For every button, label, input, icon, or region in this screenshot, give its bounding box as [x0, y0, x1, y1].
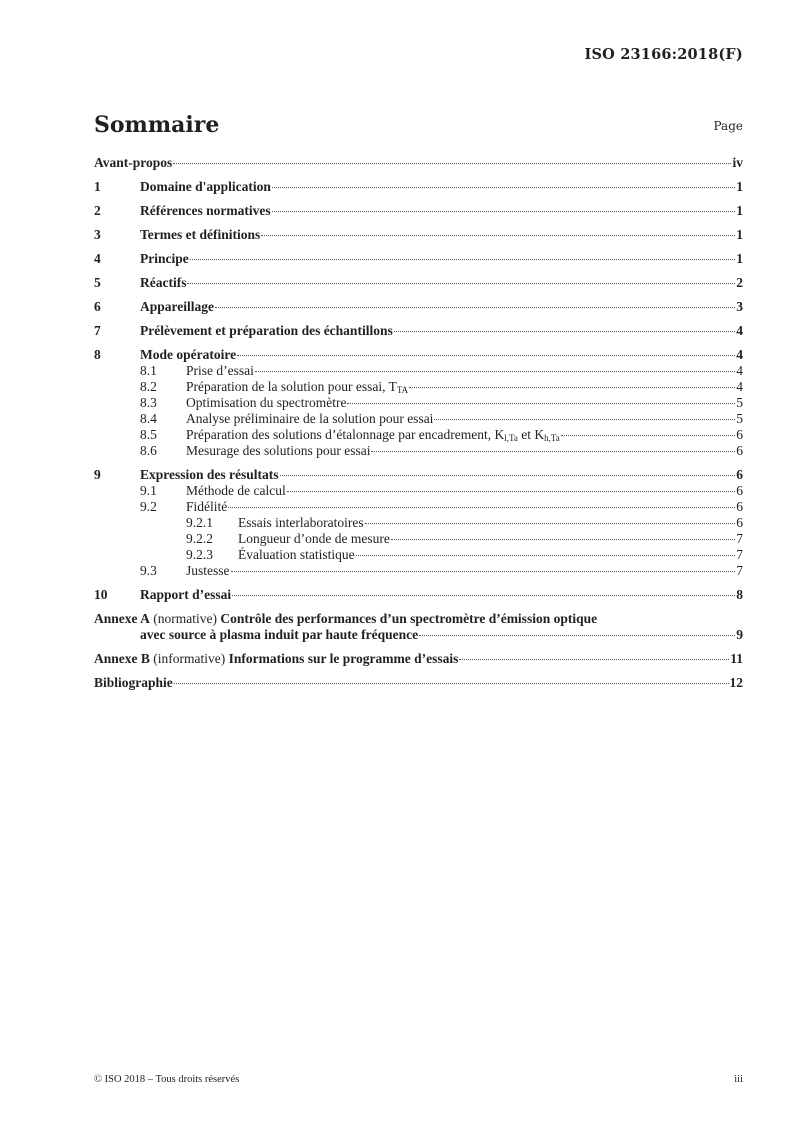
toc-entry-10[interactable]: 10 Rapport d’essai 8	[94, 587, 743, 602]
dot-leader	[272, 211, 736, 212]
dot-leader	[459, 659, 729, 660]
toc-entry-9-3[interactable]: 9.3 Justesse 7	[140, 563, 743, 578]
toc-entry-8-5[interactable]: 8.5 Préparation des solutions d’étalonnage par encadrement, $K_{l,Ta}$ et $K_{h,Ta}$ 6	[140, 427, 743, 443]
toc-entry-5[interactable]: 5 Réactifs 2	[94, 275, 743, 290]
toc-entry-8-4[interactable]: 8.4 Analyse préliminaire de la solution pour essai 5	[140, 411, 743, 426]
toc-entry-9[interactable]: 9 Expression des résultats 6	[94, 467, 743, 482]
toc-entry-annex-a[interactable]: Annexe A (normative) Contrôle des performances d’un spectromètre d’émission optique avec source à plasma induit par haute fréquence 9	[94, 611, 743, 642]
toc-entry-9-2[interactable]: 9.2 Fidélité 6	[140, 499, 743, 514]
toc-entry-9-1[interactable]: 9.1 Méthode de calcul 6	[140, 483, 743, 498]
page-column-header: Page	[713, 119, 743, 133]
toc-title: Sommaire	[94, 112, 220, 138]
dot-leader	[261, 235, 735, 236]
table-of-contents	[94, 155, 743, 699]
toc-entry-1[interactable]: 1 Domaine d'application 1	[94, 179, 743, 194]
dot-leader	[232, 595, 735, 596]
dot-leader	[394, 331, 736, 332]
dot-leader	[174, 683, 729, 684]
dot-leader	[173, 163, 731, 164]
toc-entry-6[interactable]: 6 Appareillage 3	[94, 299, 743, 314]
dot-leader	[190, 259, 736, 260]
toc-entry-8-1[interactable]: 8.1 Prise d’essai 4	[140, 363, 743, 378]
footer-copyright: © ISO 2018 – Tous droits réservés	[94, 1074, 240, 1085]
dot-leader	[356, 555, 736, 556]
dot-leader	[215, 307, 735, 308]
toc-entry-8-6[interactable]: 8.6 Mesurage des solutions pour essai 6	[140, 443, 743, 458]
toc-entry-9-2-3[interactable]: 9.2.3 Évaluation statistique 7	[186, 547, 743, 562]
dot-leader	[561, 435, 735, 436]
dot-leader	[391, 539, 735, 540]
dot-leader	[419, 635, 735, 636]
toc-entry-2[interactable]: 2 Références normatives 1	[94, 203, 743, 218]
dot-leader	[280, 475, 736, 476]
dot-leader	[365, 523, 736, 524]
toc-entry-bibliography[interactable]: Bibliographie 12	[94, 675, 743, 690]
toc-entry-8-2[interactable]: 8.2 Préparation de la solution pour essai, $T_{TA}$ 4	[140, 379, 743, 395]
dot-leader	[287, 491, 736, 492]
toc-entry-7[interactable]: 7 Prélèvement et préparation des échantillons 4	[94, 323, 743, 338]
dot-leader	[371, 451, 735, 452]
toc-entry-annex-b[interactable]: Annexe B (informative) Informations sur le programme d’essais 11	[94, 651, 743, 666]
toc-entry-8-3[interactable]: 8.3 Optimisation du spectromètre 5	[140, 395, 743, 410]
header-reference: ISO 23166:2018(F)	[584, 46, 743, 63]
dot-leader	[409, 387, 735, 388]
toc-entry-8[interactable]: 8 Mode opératoire 4	[94, 347, 743, 362]
dot-leader	[434, 419, 735, 420]
toc-entry-9-2-1[interactable]: 9.2.1 Essais interlaboratoires 6	[186, 515, 743, 530]
dot-leader	[187, 283, 735, 284]
footer-page-number: iii	[734, 1074, 743, 1085]
dot-leader	[255, 371, 735, 372]
dot-leader	[231, 571, 736, 572]
toc-entry-3[interactable]: 3 Termes et définitions 1	[94, 227, 743, 242]
toc-entry-9-2-2[interactable]: 9.2.2 Longueur d’onde de mesure 7	[186, 531, 743, 546]
dot-leader	[347, 403, 735, 404]
dot-leader	[272, 187, 735, 188]
toc-entry-4[interactable]: 4 Principe 1	[94, 251, 743, 266]
dot-leader	[228, 507, 735, 508]
toc-entry-foreword[interactable]: Avant-propos iv	[94, 155, 743, 170]
dot-leader	[237, 355, 735, 356]
